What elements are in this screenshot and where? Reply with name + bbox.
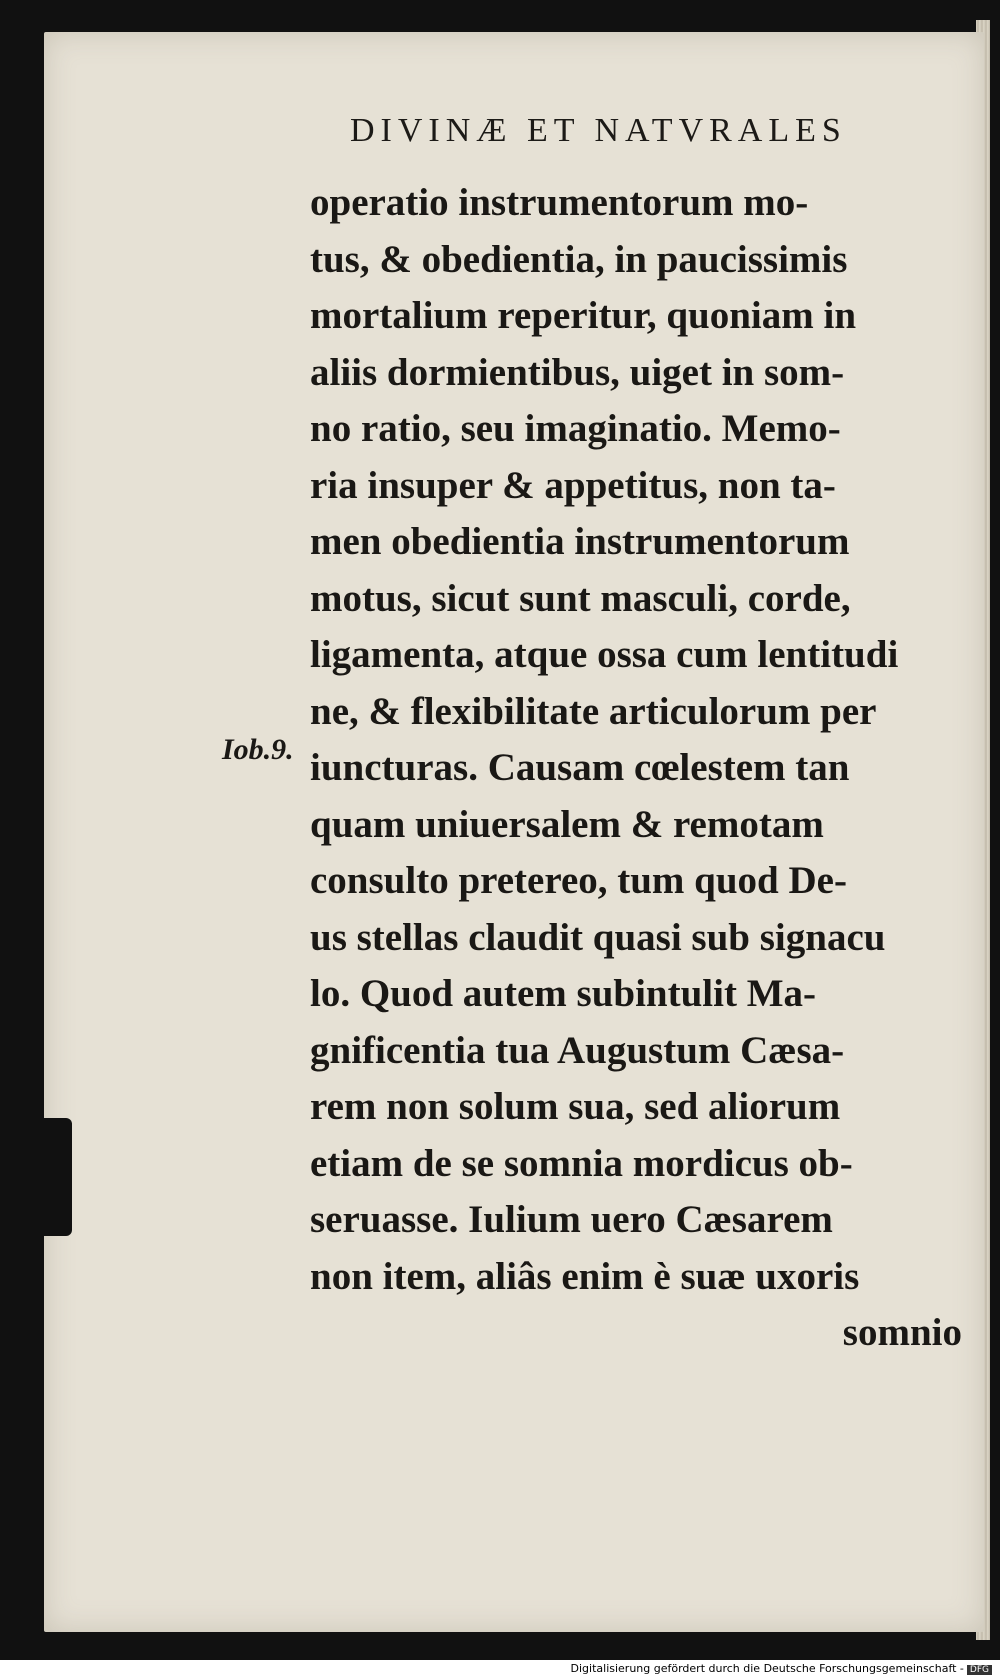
marginal-note: Iob.9. bbox=[222, 733, 294, 766]
text-line: us stellas claudit quasi sub signacu bbox=[310, 915, 886, 959]
text-line: ne, & flexibilitate articulorum per bbox=[310, 689, 877, 733]
text-line: motus, sicut sunt masculi, corde, bbox=[310, 576, 851, 620]
text-line: operatio instrumentorum mo- bbox=[310, 181, 809, 224]
text-line: quam uniuersalem & remotam bbox=[310, 802, 824, 846]
digitization-footer bbox=[571, 1662, 992, 1675]
text-line: etiam de se somnia mordicus ob- bbox=[310, 1141, 853, 1185]
text-line: seruasse. Iulium uero Cæsarem bbox=[310, 1198, 833, 1241]
text-line: men obedientia instrumentorum bbox=[310, 520, 850, 563]
text-line: iuncturas. Causam cœlestem tan bbox=[310, 746, 850, 789]
text-line: tus, & obedientia, in paucissimis bbox=[310, 237, 848, 281]
catchword: somnio bbox=[842, 1311, 962, 1354]
page-damage-notch bbox=[44, 1118, 72, 1236]
running-title: DIVINÆ ET NATVRALES bbox=[350, 112, 847, 149]
text-line: ligamenta, atque ossa cum lentitudi bbox=[310, 633, 899, 676]
footer-text: Digitalisierung gefördert durch die Deutsche Forschungsgemeinschaft - bbox=[570, 1662, 964, 1675]
text-line: no ratio, seu imaginatio. Memo- bbox=[310, 407, 841, 450]
text-line: lo. Quod autem subintulit Ma- bbox=[310, 972, 816, 1015]
text-line: consulto pretereo, tum quod De- bbox=[310, 859, 847, 902]
body-text bbox=[310, 175, 970, 1362]
text-line: mortalium reperitur, quoniam in bbox=[310, 294, 857, 337]
text-line: rem non solum sua, sed aliorum bbox=[310, 1085, 841, 1128]
text-line: gnificentia tua Augustum Cæsa- bbox=[310, 1028, 845, 1072]
dfg-logo: DFG bbox=[967, 1665, 992, 1675]
text-line: ria insuper & appetitus, non ta- bbox=[310, 463, 836, 507]
text-line: aliis dormientibus, uiget in som- bbox=[310, 350, 845, 394]
text-line: non item, aliâs enim è suæ uxoris bbox=[310, 1254, 860, 1298]
